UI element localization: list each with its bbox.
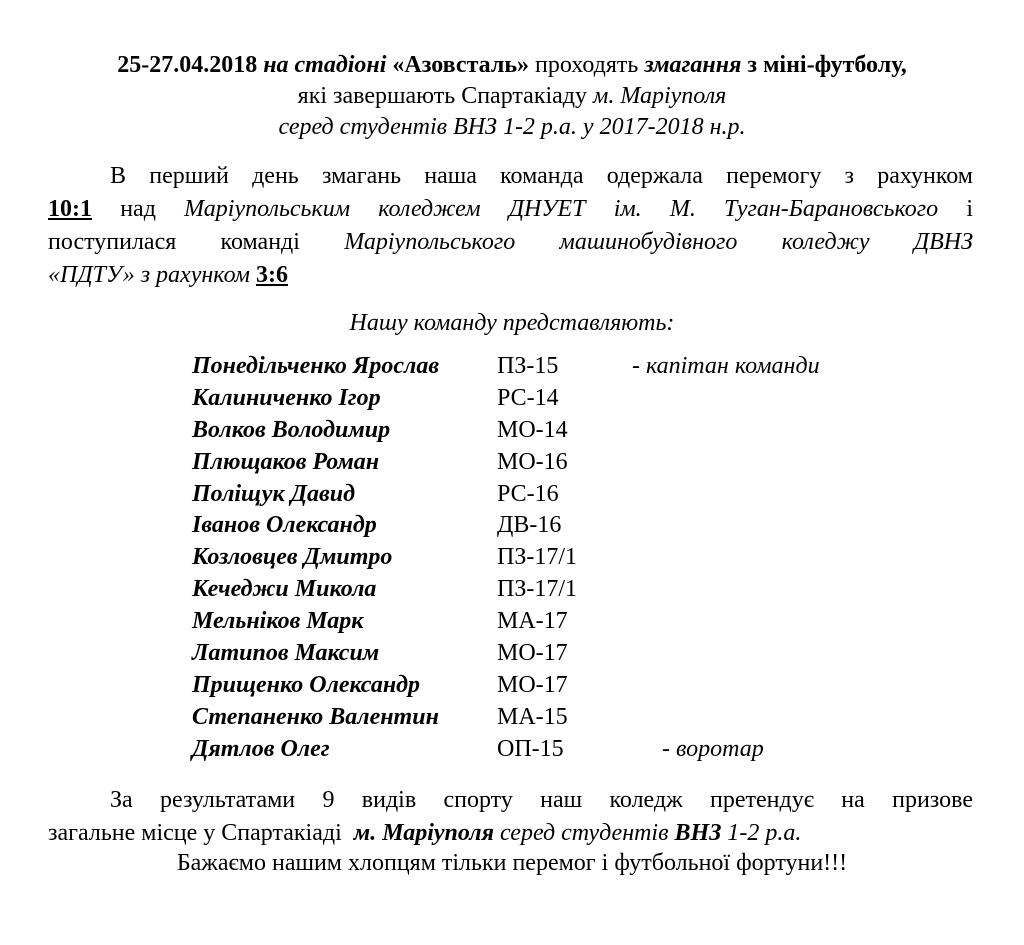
player-group: МО-17 (497, 640, 568, 667)
para1-line-3: поступилася командi Маріупольського машинобудівного коледжу ДВНЗ (48, 229, 974, 255)
para2-line-2: загальне місце у Спартакіаді м. Маріуполя серед студентів ВНЗ 1-2 р.а. (48, 820, 802, 846)
title-line-3: серед студентів ВНЗ 1-2 р.а. у 2017-2018 н.р. (278, 114, 746, 140)
player-name: Волков Володимир (192, 416, 391, 443)
player-group: МО-16 (497, 448, 568, 475)
player-group: ПЗ-17/1 (497, 576, 578, 603)
player-group: ПЗ-15 (497, 353, 559, 379)
player-name: Мельніков Марк (192, 608, 364, 635)
first-day-paragraph (48, 160, 973, 292)
player-group: РС-16 (497, 480, 559, 507)
player-group: ОП-15 (497, 735, 564, 762)
player-name: Латипов Максим (192, 640, 380, 667)
player-name: Іванов Олександр (192, 512, 377, 539)
title-line-2: які завершають Спартакіаду м. Маріуполя (297, 83, 727, 109)
para1-line-1: В перший день змагань наша команда одержала перемогу з рахунком (110, 163, 973, 189)
player-group: ПЗ-17/1 (497, 544, 578, 571)
player-name: Кечеджи Микола (192, 576, 377, 603)
score-first-match: 10:1 (48, 196, 92, 222)
title-line-1: 25-27.04.2018 на стадіоні «Азовсталь» проходять змагання з міні-футболу, (117, 52, 907, 78)
player-group: МО-17 (497, 671, 568, 698)
player-group: ДВ-16 (497, 512, 562, 539)
player-name: Прищенко Олександр (192, 671, 421, 698)
para1-line-2: 10:1 над Маріупольським коледжем ДНУЕТ ім. М. Туган-Барановського і (48, 196, 974, 222)
score-second-match: 3:6 (255, 262, 288, 288)
player-group: МО-14 (497, 416, 568, 443)
para2-line-1: За результатами 9 видів спорту наш коледж претендує на призове (110, 787, 973, 813)
player-group: РС-14 (497, 384, 559, 411)
closing-wish: Бажаємо нашим хлопцям тільки перемог і футбольної фортуни!!! (176, 850, 848, 876)
player-name: Козловцев Дмитро (192, 544, 393, 571)
player-group: МА-17 (497, 608, 568, 635)
announcement-title (0, 50, 1024, 143)
player-role: - воротар (662, 735, 764, 762)
player-role: - капітан команди (632, 353, 820, 379)
results-paragraph (48, 784, 973, 850)
player-name: Плющаков Роман (192, 448, 380, 475)
player-name: Поліщук Давид (192, 480, 355, 507)
para1-line-4: «ПДТУ» з рахунком 3:6 (48, 262, 288, 288)
player-name: Степаненко Валентин (192, 703, 439, 730)
player-group: МА-15 (497, 703, 568, 730)
player-name: Дятлов Олег (192, 735, 330, 762)
team-heading: Нашу команду представляють: (349, 310, 675, 336)
player-name: Понедільченко Ярослав (192, 353, 440, 379)
player-name: Калиниченко Ігор (192, 384, 381, 411)
